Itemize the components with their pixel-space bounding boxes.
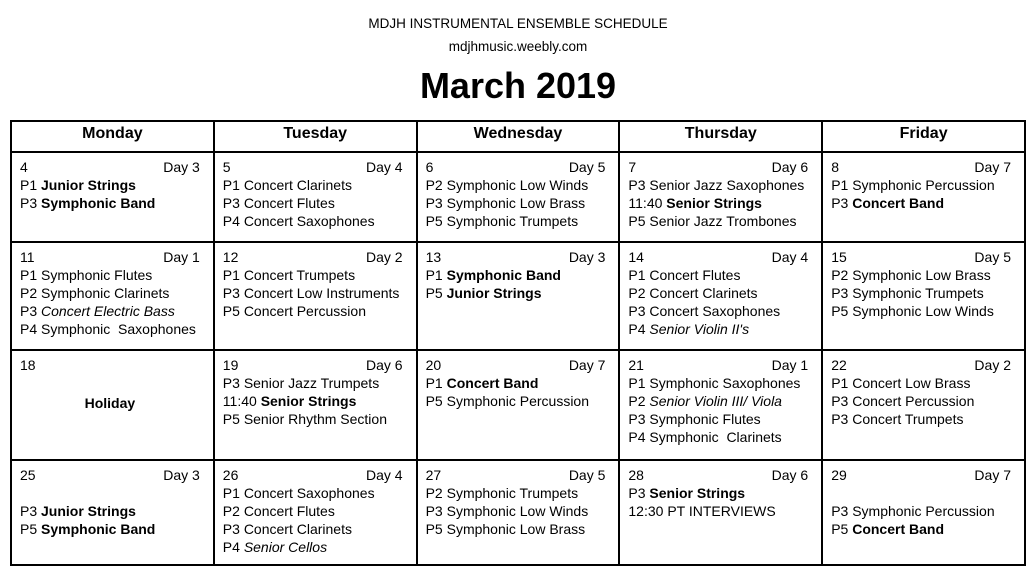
date-line	[223, 158, 403, 176]
schedule-entry	[223, 266, 403, 284]
period-prefix: P5	[628, 213, 650, 229]
period-prefix: P4	[20, 321, 42, 337]
period-prefix: P5	[425, 521, 447, 537]
schedule-entry	[831, 410, 1011, 428]
period-prefix: P1	[20, 177, 42, 193]
ensemble-name: Junior Strings	[446, 285, 542, 301]
day-cell-15	[822, 242, 1025, 350]
day-cell-18	[11, 350, 214, 460]
schedule-entry	[831, 374, 1011, 392]
ensemble-name: Symphonic Clarinets	[649, 429, 782, 445]
period-prefix: P4	[628, 321, 650, 337]
day-cell-21	[619, 350, 822, 460]
period-prefix: P3	[628, 303, 650, 319]
ensemble-name: Symphonic Saxophones	[649, 375, 801, 391]
ensemble-name: Concert Trumpets	[243, 267, 356, 283]
date-number: 20	[425, 357, 442, 373]
period-prefix: P3	[831, 503, 853, 519]
ensemble-name: Concert Saxophones	[649, 303, 781, 319]
ensemble-name: Symphonic Band	[446, 267, 561, 283]
schedule-entry	[223, 302, 403, 320]
cycle-day-label: Day 6	[771, 467, 809, 483]
schedule-entry	[426, 484, 606, 502]
period-prefix: P5	[425, 285, 447, 301]
schedule-entry	[831, 284, 1011, 302]
ensemble-name: Concert Saxophones	[243, 485, 375, 501]
cycle-day-label: Day 5	[974, 249, 1011, 265]
ensemble-name: Concert Band	[852, 521, 944, 537]
ensemble-name: Concert Clarinets	[649, 285, 758, 301]
date-number: 11	[20, 249, 35, 265]
schedule-entry	[628, 176, 808, 194]
period-prefix: P1	[425, 375, 447, 391]
period-prefix: P4	[628, 429, 650, 445]
period-prefix: P3	[628, 485, 650, 501]
schedule-entry	[831, 176, 1011, 194]
day-cell-13	[417, 242, 620, 350]
ensemble-name: Symphonic Trumpets	[446, 213, 579, 229]
weekday-header-row	[11, 121, 1025, 152]
ensemble-name: Symphonic Low Winds	[852, 303, 994, 319]
ensemble-name: Concert Band	[852, 195, 944, 211]
ensemble-name: Senior Jazz Trumpets	[243, 375, 380, 391]
day-cell-7	[619, 152, 822, 242]
ensemble-name: Symphonic Low Winds	[446, 503, 589, 519]
month-title: March 2019	[419, 65, 617, 106]
schedule-entry	[628, 194, 808, 212]
period-prefix: P2	[425, 177, 447, 193]
date-number: 6	[425, 159, 434, 175]
week-row-3	[11, 350, 1025, 460]
period-prefix: 11:40	[222, 393, 261, 409]
ensemble-name: Junior Strings	[41, 503, 136, 519]
schedule-entry	[831, 520, 1011, 538]
document-title: MDJH INSTRUMENTAL ENSEMBLE SCHEDULE	[368, 16, 668, 31]
period-prefix: P4	[222, 539, 244, 555]
ensemble-name: Senior Violin II's	[649, 321, 750, 337]
cycle-day-label: Day 4	[771, 249, 809, 265]
ensemble-name: Symphonic Band	[41, 521, 156, 537]
ensemble-name: Symphonic Trumpets	[446, 485, 579, 501]
date-number: 5	[222, 159, 231, 175]
period-prefix: 12:30	[628, 503, 668, 519]
schedule-entry	[628, 410, 808, 428]
cycle-day-label: Day 1	[163, 249, 200, 265]
schedule-entry	[628, 320, 808, 338]
date-number: 21	[628, 357, 644, 373]
ensemble-name: PT INTERVIEWS	[667, 503, 776, 519]
day-cell-12	[214, 242, 417, 350]
ensemble-name: Concert Flutes	[243, 195, 335, 211]
schedule-entry	[831, 392, 1011, 410]
period-prefix: P2	[628, 285, 650, 301]
schedule-entry	[426, 212, 606, 230]
date-line	[628, 248, 808, 266]
ensemble-name: Senior Strings	[260, 393, 357, 409]
cycle-day-label: Day 3	[163, 159, 200, 175]
schedule-entry	[831, 502, 1011, 520]
schedule-entry	[20, 302, 200, 320]
cycle-day-label: Day 5	[568, 159, 606, 175]
period-prefix: 11:40	[628, 195, 667, 211]
ensemble-name: Senior Violin III/ Viola	[649, 393, 782, 409]
date-line	[831, 466, 1011, 484]
date-line	[426, 466, 606, 484]
period-prefix: P3	[628, 177, 650, 193]
date-number: 28	[628, 467, 644, 483]
ensemble-name: Symphonic Band	[41, 195, 156, 211]
day-cell-29	[822, 460, 1025, 565]
ensemble-name: Symphonic Flutes	[41, 267, 153, 283]
date-number: 22	[831, 357, 847, 373]
schedule-entry	[426, 392, 606, 410]
schedule-entry	[628, 502, 808, 520]
period-prefix: P3	[20, 503, 42, 519]
day-cell-20	[417, 350, 620, 460]
cycle-day-label: Day 6	[366, 357, 403, 373]
period-prefix: P5	[222, 303, 244, 319]
schedule-entry	[426, 284, 606, 302]
cycle-day-label: Day 7	[974, 467, 1011, 483]
period-prefix: P1	[222, 485, 244, 501]
ensemble-name: Senior Cellos	[243, 539, 328, 555]
period-prefix: P2	[222, 503, 244, 519]
date-line	[20, 356, 200, 374]
period-prefix: P3	[222, 195, 244, 211]
ensemble-name: Symphonic Percussion	[852, 177, 995, 193]
ensemble-name: Concert Low Instruments	[243, 285, 400, 301]
date-line	[20, 158, 200, 176]
period-prefix: P1	[831, 375, 853, 391]
period-prefix: P2	[20, 285, 42, 301]
schedule-entry	[831, 266, 1011, 284]
ensemble-name: Concert Flutes	[243, 503, 335, 519]
day-cell-19	[214, 350, 417, 460]
ensemble-name: Symphonic Low Brass	[446, 195, 586, 211]
date-number: 19	[222, 357, 239, 373]
date-number: 14	[628, 249, 644, 265]
day-cell-8	[822, 152, 1025, 242]
ensemble-name: Concert Low Brass	[852, 375, 971, 391]
ensemble-name: Symphonic Percussion	[852, 503, 995, 519]
period-prefix: P3	[222, 521, 244, 537]
schedule-entry	[223, 374, 403, 392]
weekday-header-friday: Friday	[822, 121, 1025, 152]
schedule-entry	[223, 284, 403, 302]
weekday-header-wednesday: Wednesday	[417, 121, 620, 152]
schedule-entry	[426, 502, 606, 520]
calendar-body	[11, 152, 1025, 565]
schedule-entry	[831, 194, 1011, 212]
date-line	[831, 158, 1011, 176]
schedule-entry	[20, 284, 200, 302]
site-url: mdjhmusic.weebly.com	[448, 39, 588, 54]
cycle-day-label: Day 5	[568, 467, 606, 483]
ensemble-name: Symphonic Low Brass	[446, 521, 586, 537]
schedule-entry	[20, 520, 200, 538]
date-number: 4	[20, 159, 28, 175]
period-prefix: P5	[831, 521, 853, 537]
period-prefix: P3	[20, 195, 42, 211]
cycle-day-label: Day 2	[366, 249, 403, 265]
schedule-entry	[426, 520, 606, 538]
period-prefix: P3	[628, 411, 650, 427]
weekday-header-tuesday: Tuesday	[214, 121, 417, 152]
date-line	[426, 158, 606, 176]
ensemble-name: Senior Rhythm Section	[243, 411, 387, 427]
date-line	[20, 248, 200, 266]
cycle-day-label: Day 6	[771, 159, 809, 175]
schedule-entry	[223, 520, 403, 538]
period-prefix: P5	[20, 521, 42, 537]
date-number: 13	[425, 249, 442, 265]
ensemble-name: Senior Jazz Trombones	[649, 213, 797, 229]
period-prefix: P3	[831, 393, 853, 409]
ensemble-name: Senior Jazz Saxophones	[649, 177, 805, 193]
schedule-entry	[20, 194, 200, 212]
date-line	[223, 248, 403, 266]
ensemble-name: Symphonic Flutes	[649, 411, 761, 427]
date-number: 27	[425, 467, 442, 483]
period-prefix: P3	[831, 195, 853, 211]
day-cell-14	[619, 242, 822, 350]
period-prefix: P3	[831, 411, 853, 427]
schedule-entry	[628, 302, 808, 320]
day-cell-28	[619, 460, 822, 565]
ensemble-name: Concert Percussion	[243, 303, 366, 319]
schedule-entry	[223, 410, 403, 428]
schedule-entry	[223, 502, 403, 520]
period-prefix: P3	[222, 375, 244, 391]
date-line	[628, 466, 808, 484]
schedule-entry	[628, 428, 808, 446]
week-row-4	[11, 460, 1025, 565]
cycle-day-label: Day 4	[366, 467, 403, 483]
period-prefix: P2	[628, 393, 650, 409]
cycle-day-label: Day 3	[163, 467, 200, 483]
date-number: 7	[628, 159, 637, 175]
ensemble-name: Senior Strings	[666, 195, 762, 211]
schedule-entry	[223, 194, 403, 212]
schedule-entry	[223, 392, 403, 410]
day-cell-5	[214, 152, 417, 242]
schedule-entry	[223, 484, 403, 502]
ensemble-name: Concert Percussion	[852, 393, 975, 409]
date-line	[223, 466, 403, 484]
ensemble-name: Concert Electric Bass	[41, 303, 175, 319]
date-number: 12	[222, 249, 239, 265]
date-line	[628, 158, 808, 176]
ensemble-name: Concert Clarinets	[243, 177, 352, 193]
cycle-day-label: Day 1	[771, 357, 809, 373]
ensemble-name: Concert Band	[446, 375, 539, 391]
schedule-table	[10, 120, 1026, 566]
period-prefix: P5	[425, 393, 447, 409]
week-row-1	[11, 152, 1025, 242]
period-prefix: P1	[628, 375, 650, 391]
schedule-entry	[223, 212, 403, 230]
ensemble-name: Concert Clarinets	[243, 521, 352, 537]
schedule-entry	[20, 484, 200, 502]
schedule-entry	[628, 484, 808, 502]
day-cell-26	[214, 460, 417, 565]
ensemble-name: Symphonic Percussion	[446, 393, 590, 409]
weekday-header-monday: Monday	[11, 121, 214, 152]
ensemble-name: Symphonic Saxophones	[41, 321, 196, 337]
period-prefix: P1	[222, 177, 244, 193]
date-number: 25	[20, 467, 36, 483]
period-prefix: P1	[628, 267, 650, 283]
ensemble-name: Symphonic Trumpets	[852, 285, 984, 301]
period-prefix: P2	[425, 485, 447, 501]
day-cell-4	[11, 152, 214, 242]
cycle-day-label: Day 3	[568, 249, 606, 265]
period-prefix: P3	[20, 303, 42, 319]
date-line	[223, 356, 403, 374]
period-prefix: P4	[222, 213, 244, 229]
period-prefix: P5	[831, 303, 853, 319]
schedule-entry	[628, 212, 808, 230]
cycle-day-label: Day 2	[974, 357, 1011, 373]
schedule-entry	[426, 374, 606, 392]
schedule-entry	[831, 484, 1011, 502]
date-line	[426, 356, 606, 374]
day-cell-25	[11, 460, 214, 565]
weekday-header-thursday: Thursday	[619, 121, 822, 152]
period-prefix: P3	[425, 195, 447, 211]
date-number: 8	[831, 159, 839, 175]
period-prefix: P1	[425, 267, 447, 283]
day-cell-27	[417, 460, 620, 565]
schedule-entry	[20, 502, 200, 520]
schedule-entry	[20, 266, 200, 284]
day-cell-6	[417, 152, 620, 242]
period-prefix: P1	[222, 267, 244, 283]
date-line	[426, 248, 606, 266]
ensemble-name: Symphonic Low Winds	[446, 177, 589, 193]
week-row-2	[11, 242, 1025, 350]
date-number: 29	[831, 467, 847, 483]
schedule-entry	[223, 538, 403, 556]
schedule-entry	[20, 320, 200, 338]
period-prefix: P5	[425, 213, 447, 229]
ensemble-name: Concert Trumpets	[852, 411, 964, 427]
schedule-entry	[223, 176, 403, 194]
period-prefix: P3	[831, 285, 853, 301]
date-line	[831, 248, 1011, 266]
cycle-day-label: Day 7	[568, 357, 606, 373]
schedule-entry	[628, 266, 808, 284]
schedule-entry	[426, 176, 606, 194]
date-line	[20, 466, 200, 484]
schedule-entry	[831, 302, 1011, 320]
cycle-day-label: Day 4	[366, 159, 403, 175]
schedule-entry	[20, 176, 200, 194]
ensemble-name: Concert Saxophones	[243, 213, 375, 229]
date-number: 18	[20, 357, 36, 373]
schedule-entry	[426, 194, 606, 212]
ensemble-name: Symphonic Clarinets	[41, 285, 170, 301]
period-prefix: P1	[20, 267, 42, 283]
schedule-entry	[426, 266, 606, 284]
ensemble-name: Senior Strings	[649, 485, 746, 501]
period-prefix: P3	[222, 285, 244, 301]
period-prefix: P2	[831, 267, 853, 283]
date-line	[628, 356, 808, 374]
day-cell-22	[822, 350, 1025, 460]
period-prefix: P1	[831, 177, 853, 193]
date-number: 26	[222, 467, 239, 483]
date-line	[831, 356, 1011, 374]
schedule-entry	[628, 392, 808, 410]
ensemble-name: Junior Strings	[41, 177, 136, 193]
day-cell-11	[11, 242, 214, 350]
period-prefix: P5	[222, 411, 244, 427]
date-number: 15	[831, 249, 847, 265]
ensemble-name: Concert Flutes	[649, 267, 741, 283]
period-prefix: P3	[425, 503, 447, 519]
holiday-label: Holiday	[84, 395, 136, 411]
schedule-entry	[628, 284, 808, 302]
cycle-day-label: Day 7	[974, 159, 1011, 175]
ensemble-name: Symphonic Low Brass	[852, 267, 991, 283]
schedule-entry	[628, 374, 808, 392]
